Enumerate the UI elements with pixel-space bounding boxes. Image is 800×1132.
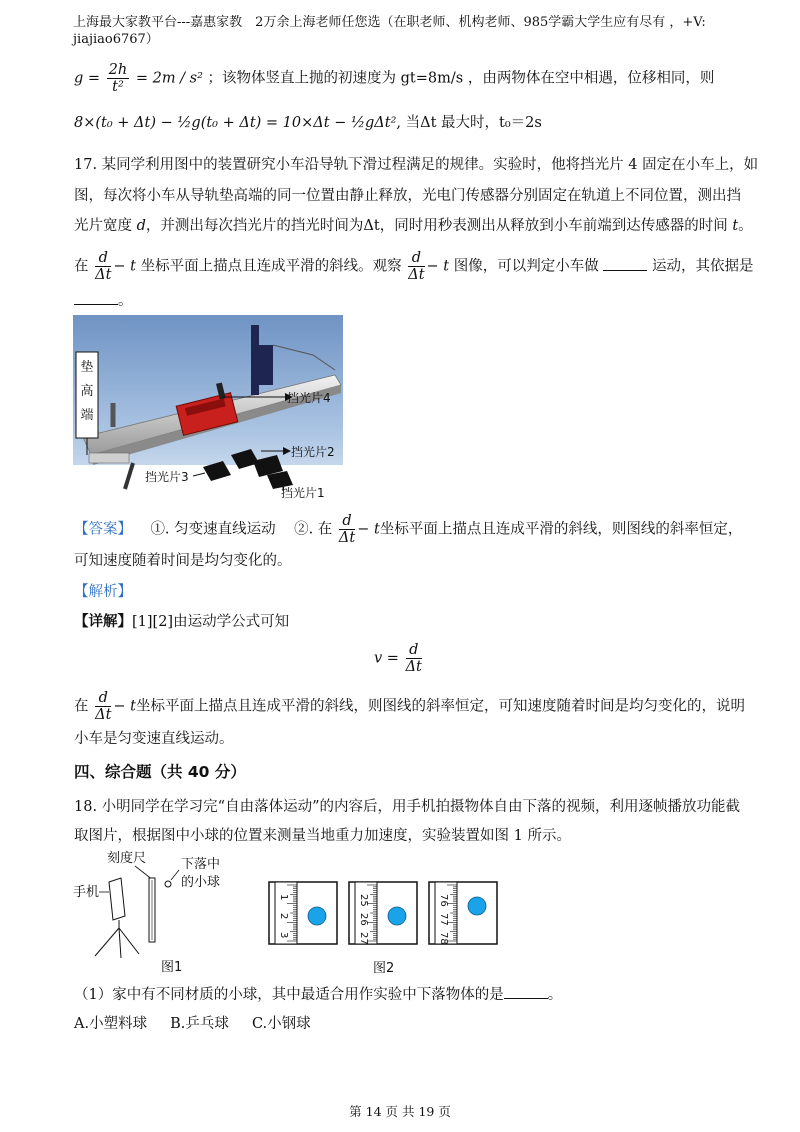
ruler-tick-label: 77 — [438, 913, 449, 926]
option-a: A.小塑料球 — [74, 1016, 148, 1032]
q18-sub-1-end: 。 — [547, 987, 563, 1003]
answer-line — [74, 513, 742, 546]
q17-line-4 — [74, 250, 753, 283]
d-over-dt-fraction — [95, 690, 111, 723]
g-fraction-numerator: 2h — [108, 62, 128, 78]
minus-t: − t — [357, 521, 380, 538]
ruler-tick-label: 1 — [278, 894, 289, 901]
raised-end-label-char: 端 — [80, 408, 94, 423]
detail-line — [74, 612, 289, 632]
fraction-numerator: d — [406, 642, 422, 659]
fraction-denominator: Δt — [95, 707, 112, 723]
ruler-tick-label: 3 — [278, 932, 289, 939]
ruler-tick-label: 27 — [358, 932, 369, 945]
q16-equation: 8×(t₀ + Δt) − ½g(t₀ + Δt) = 10×Δt − ½gΔt² — [74, 115, 397, 131]
detail-line-2-b: 坐标平面上描点且连成平滑的斜线，则图线的斜率恒定，可知速度随着时间是均匀变化的，说明 — [136, 698, 746, 715]
q17-line-4-a: 在 — [74, 258, 89, 275]
q17-line-4-b: 坐标平面上描点且连成平滑的斜线。观察 — [140, 258, 402, 275]
fraction-denominator: Δt — [95, 267, 112, 283]
minus-t: − t — [113, 698, 137, 715]
track-photo-figure — [73, 315, 343, 505]
piece1-label: 挡光片1 — [281, 486, 325, 500]
q17-line-4-d: 运动，其依据是 — [651, 258, 754, 275]
ruler-frame — [269, 882, 337, 944]
g-prefix: g = — [74, 70, 101, 87]
raised-end-label-char: 高 — [80, 384, 94, 399]
answer-blank — [504, 984, 548, 999]
velocity-equation — [374, 642, 424, 675]
q17-line-3 — [74, 216, 753, 236]
header-line-1: 上海最大家教平台---嘉惠家教 2万余上海老师任您选（在职老师、机构老师、985学霸大学生应有尽有 ，+V: — [73, 15, 706, 30]
ball-in-frame — [388, 907, 406, 925]
page-header — [73, 14, 733, 48]
answer-2b: 坐标平面上描点且连成平滑的斜线，则图线的斜率恒定， — [379, 521, 743, 538]
fraction-denominator: Δt — [405, 659, 422, 675]
q16-equation-line — [74, 113, 542, 133]
detail-line-2-a: 在 — [74, 698, 89, 715]
tripod-leg-left — [95, 928, 119, 956]
falling-ball — [165, 881, 171, 887]
q16-gravity-line — [74, 62, 714, 95]
minus-t: − t — [113, 258, 137, 275]
ruler-tick-label: 26 — [358, 913, 369, 926]
figure-2-frames — [265, 878, 505, 978]
d-over-dt-fraction — [339, 513, 355, 546]
d-over-dt-fraction — [406, 642, 422, 675]
q17-line-3-c: 。 — [738, 218, 753, 234]
g-fraction-denominator: t² — [112, 79, 124, 95]
falling-ball-label-2: 的小球 — [181, 875, 221, 890]
ruler-frame — [429, 882, 497, 945]
ruler-label: 刻度尺 — [107, 851, 147, 866]
d-over-dt-fraction — [95, 250, 111, 283]
q17-line-4-c: 图像，可以判定小车做 — [453, 258, 599, 275]
tripod-leg-right — [119, 928, 139, 954]
answer-2a: ②. 在 — [294, 521, 333, 538]
piece4-label: 挡光片4 — [287, 391, 331, 405]
fraction-numerator: d — [95, 250, 111, 267]
figure-1-apparatus — [73, 848, 233, 976]
photogate-head — [259, 345, 273, 385]
q18-line-2: 取图片，根据图中小球的位置来测量当地重力加速度，实验装置如图 1 所示。 — [74, 828, 571, 844]
q17-line-3-a: 光片宽度 — [74, 218, 132, 234]
falling-ball-label-1: 下落中 — [181, 857, 221, 872]
q17-line-1: 17. 某同学利用图中的装置研究小车沿导轨下滑过程满足的规律。实验时，他将挡光片 4 固定在小车上，如 — [74, 157, 759, 173]
answer-blank — [74, 290, 118, 305]
page-footer: 第 14 页 共 19 页 — [349, 1104, 451, 1119]
piece3-label: 挡光片3 — [145, 470, 189, 484]
var-d: d — [136, 218, 146, 234]
detail-line-2 — [74, 690, 745, 723]
photogate-post — [251, 325, 259, 395]
option-c: C.小钢球 — [251, 1016, 311, 1032]
q17-line-5 — [74, 290, 133, 311]
answer-blank — [603, 256, 647, 271]
section-title: 四、综合题（共 40 分） — [74, 763, 246, 781]
velocity-prefix: v = — [374, 650, 399, 667]
figure-2-caption: 图2 — [373, 961, 395, 976]
header-line-2: jiajiao6767） — [73, 32, 159, 47]
q17-line-3-b: ，并测出每次挡光片的挡光时间为Δt，同时用秒表测出从释放到小车前端到达传感器的时间 — [145, 218, 728, 234]
g-fraction — [107, 62, 130, 95]
ruler-frame — [349, 882, 417, 945]
detail-line-3: 小车是匀变速直线运动。 — [74, 731, 234, 747]
minus-t: − t — [426, 258, 450, 275]
detail-label: 【详解】 — [74, 613, 132, 630]
detail-text: [1][2]由运动学公式可知 — [132, 614, 290, 630]
phone-shape — [109, 878, 125, 920]
ball-in-frame — [308, 907, 326, 925]
d-over-dt-fraction — [408, 250, 424, 283]
fraction-denominator: Δt — [338, 530, 356, 546]
ball-pointer — [171, 870, 179, 880]
g-result: = 2m / s² — [135, 70, 203, 87]
answer-1: ①. 匀变速直线运动 — [150, 521, 276, 538]
tripod-leg-middle — [119, 928, 121, 958]
ruler-tick-label: 76 — [438, 894, 449, 907]
option-b: B.乒乓球 — [170, 1016, 229, 1032]
ruler-frames-group — [269, 882, 497, 945]
q17-line-5-end: 。 — [118, 293, 133, 309]
answer-line-2: 可知速度随着时间是均匀变化的。 — [74, 553, 292, 569]
raised-end-label-char: 垫 — [80, 360, 94, 375]
track-end-block — [89, 453, 129, 463]
var-t: t — [732, 218, 739, 234]
q16-text-1: ；该物体竖直上抛的初速度为 gt=8m/s ，由两物体在空中相遇，位移相同，则 — [207, 70, 715, 87]
fraction-numerator: d — [95, 690, 111, 707]
q18-line-1: 18. 小明同学在学习完“自由落体运动”的内容后，用手机拍摄物体自由下落的视频，利用逐帧播放功能截 — [74, 799, 740, 815]
q16-equation-end: , 当Δt 最大时，t₀＝2s — [396, 115, 542, 131]
answer-label: 【答案】 — [74, 521, 132, 538]
q18-options — [74, 1014, 311, 1034]
fraction-numerator: d — [339, 513, 355, 530]
ball-in-frame — [468, 897, 486, 915]
phone-label: 手机 — [73, 885, 100, 900]
ruler-tick-label: 78 — [438, 932, 449, 945]
q18-sub-1-text: （1）家中有不同材质的小球，其中最适合用作实验中下落物体的是 — [74, 987, 504, 1003]
piece2-label: 挡光片2 — [291, 445, 335, 459]
figure-1-caption: 图1 — [161, 960, 183, 975]
ruler-tick-label: 25 — [358, 894, 369, 907]
q17-line-2: 图，每次将小车从导轨垫高端的同一位置由静止释放，光电门传感器分别固定在轨道上不同位置，测出挡 — [74, 188, 741, 204]
ruler-tick-label: 2 — [278, 913, 289, 920]
q18-sub-1 — [74, 984, 562, 1005]
fraction-numerator: d — [408, 250, 424, 267]
analysis-label: 【解析】 — [74, 584, 132, 600]
fraction-denominator: Δt — [408, 267, 425, 283]
